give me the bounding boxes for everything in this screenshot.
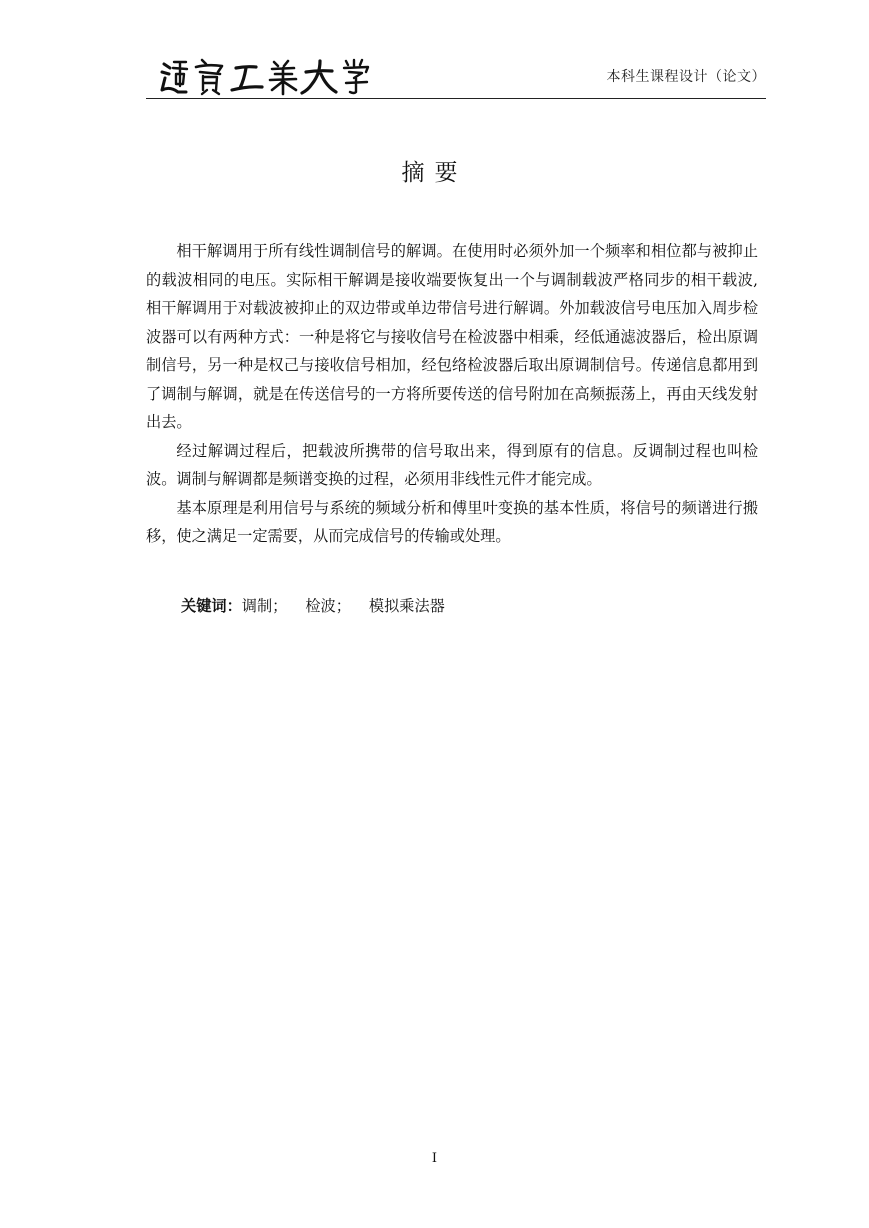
keyword-item: 调制； (241, 597, 288, 615)
header-document-type: 本科生课程设计（论文） (606, 69, 766, 85)
page-number: I (431, 1151, 438, 1166)
abstract-paragraph-2: 经过解调过程后，把载波所携带的信号取出来，得到原有的信息。反调制过程也叫检波。调制与解调都是频谱变换的过程，必须用非线性元件才能完成。 (146, 441, 758, 488)
page-header (146, 52, 766, 99)
keywords-label: 关键词： (181, 597, 242, 615)
abstract-body (146, 237, 758, 551)
university-logo (156, 56, 371, 96)
abstract-title: 摘要 (401, 160, 468, 186)
abstract-paragraph-3: 基本原理是利用信号与系统的频域分析和傅里叶变换的基本性质，将信号的频谱进行搬移，使之满足一定需要，从而完成信号的传输或处理。 (146, 498, 758, 545)
keyword-item: 检波； (305, 597, 351, 615)
keywords-line (181, 592, 463, 620)
keyword-item: 模拟乘法器 (368, 597, 445, 615)
abstract-paragraph-1: 相干解调用于所有线性调制信号的解调。在使用时必须外加一个频率和相位都与被抑止的载波相同的电压。实际相干解调是接收端要恢复出一个与调制载波严格同步的相干载波,相干解调用于对载波被抑止的双边带或单边带信号进行解调。外加载波信号电压加入周步检波器可以有两种方式：一种是将它与接收信号在检波器中相乘，经低通滤波器后，检出原调制信号，另一种是权己与接收信号相加，经包络检波器后取出原调制信号。传递信息都用到了调制与解调，就是在传送信号的一方将所要传送的信号附加在高频振荡上，再由天线发射出去。 (146, 242, 758, 431)
calligraphy-logo-icon (156, 56, 371, 96)
